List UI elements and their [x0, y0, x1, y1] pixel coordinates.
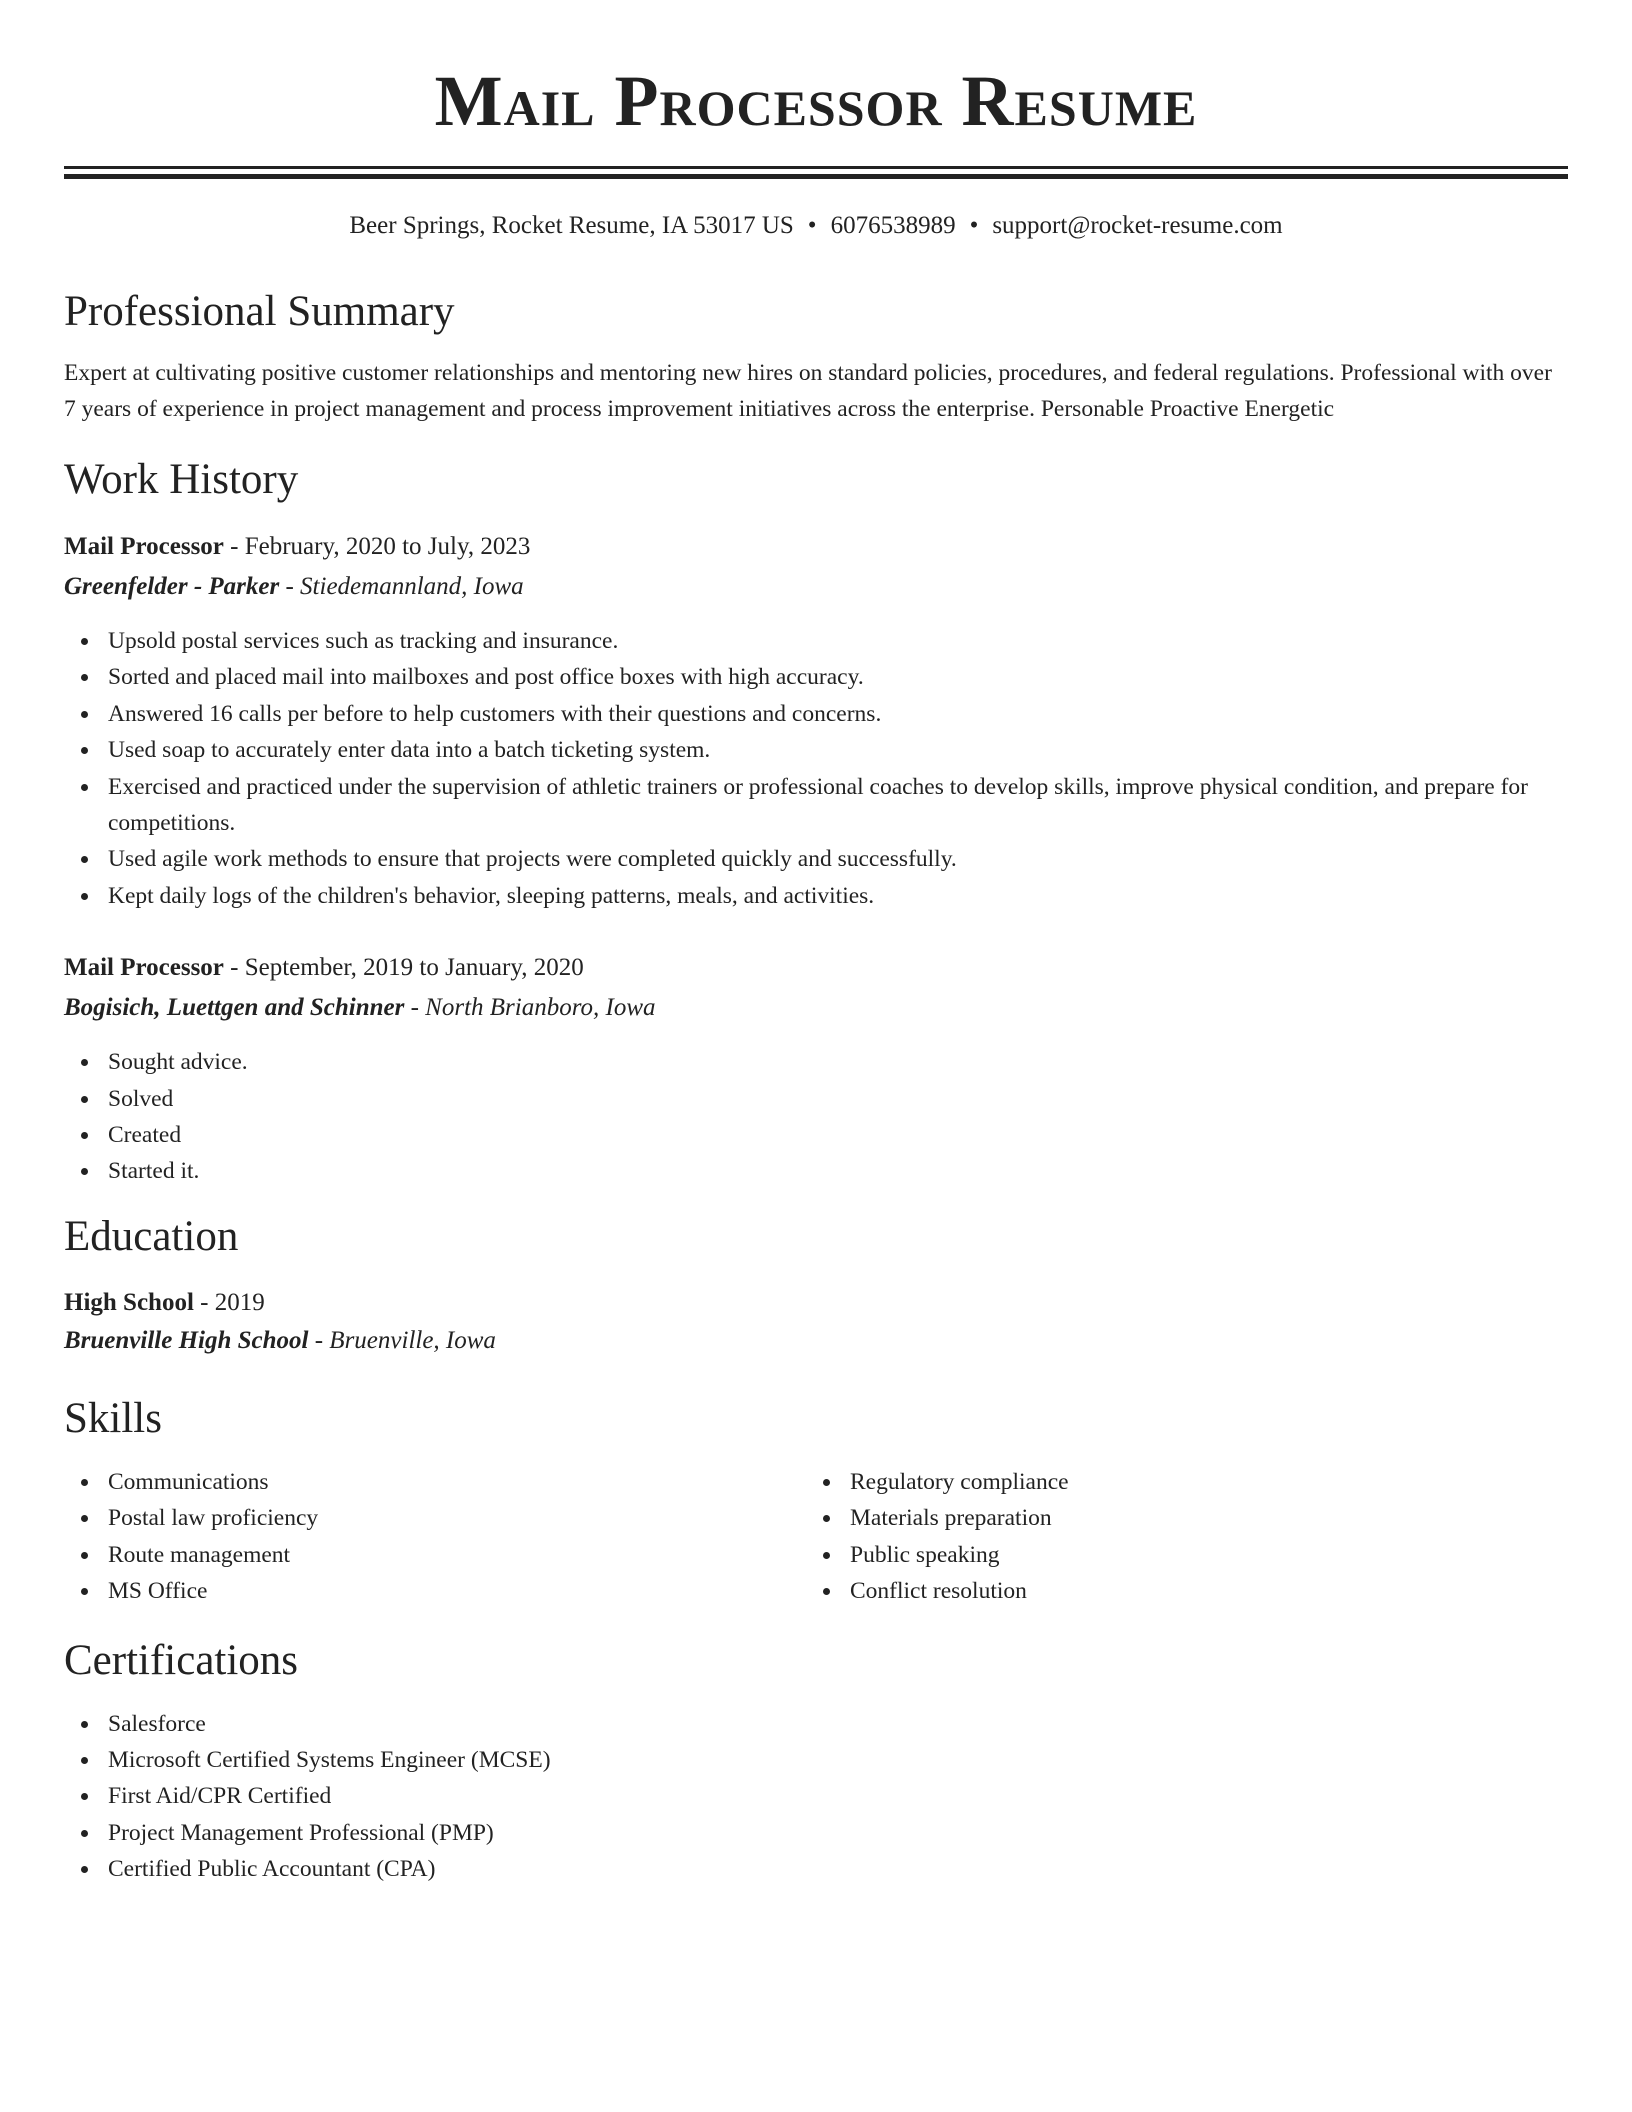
list-item: Upsold postal services such as tracking and insurance.	[108, 623, 1568, 659]
job-dates: - September, 2019 to January, 2020	[223, 954, 584, 982]
list-item: Created	[108, 1117, 1568, 1153]
skills-list	[64, 1464, 1568, 1610]
job-title-line	[64, 948, 1568, 988]
list-item: Microsoft Certified Systems Engineer (MCSE)	[108, 1742, 1568, 1778]
list-item: Postal law proficiency	[108, 1500, 806, 1536]
education-degree: High School	[64, 1288, 194, 1316]
job-dates: - February, 2020 to July, 2023	[223, 533, 531, 560]
job-company: Greenfelder - Parker	[64, 573, 280, 600]
list-item: Materials preparation	[850, 1500, 1548, 1536]
education-heading: Education	[64, 1212, 239, 1260]
job-location: - Stiedemannland, Iowa	[279, 573, 524, 600]
list-item: Project Management Professional (PMP)	[108, 1815, 1568, 1851]
list-item: Sorted and placed mail into mailboxes and post office boxes with high accuracy.	[108, 659, 1568, 695]
skills-column-right	[806, 1464, 1548, 1610]
education-school: Bruenville High School	[64, 1326, 309, 1354]
education-school-line	[64, 1322, 1568, 1360]
contact-email: support@rocket-resume.com	[992, 212, 1283, 239]
certifications-heading: Certifications	[64, 1636, 299, 1684]
job-entry	[64, 527, 1568, 914]
job-entry	[64, 948, 1568, 1190]
list-item: Salesforce	[108, 1706, 1568, 1742]
list-item: Used agile work methods to ensure that projects were completed quickly and successfully.	[108, 841, 1568, 877]
skills-column-left	[64, 1464, 806, 1610]
education-location: - Bruenville, Iowa	[308, 1326, 496, 1354]
list-item: First Aid/CPR Certified	[108, 1778, 1568, 1814]
list-item: Solved	[108, 1081, 1568, 1117]
job-company-line	[64, 567, 1568, 607]
job-title-line	[64, 527, 1568, 567]
job-bullets	[64, 1044, 1568, 1190]
list-item: Conflict resolution	[850, 1573, 1548, 1609]
contact-separator: •	[807, 212, 817, 239]
job-bullets	[64, 623, 1568, 914]
list-item: Exercised and practiced under the supervision of athletic trainers or professional coaches to develop skills, improve physical condition, and prepare for competitions.	[108, 769, 1568, 842]
skills-heading: Skills	[64, 1394, 162, 1442]
job-company: Bogisich, Luettgen and Schinner	[64, 994, 405, 1022]
list-item: Communications	[108, 1464, 806, 1500]
resume-title: Mail Processor Resume	[434, 61, 1198, 141]
list-item: MS Office	[108, 1573, 806, 1609]
contact-phone: 6076538989	[830, 212, 956, 239]
title-rule-bottom	[64, 174, 1568, 179]
list-item: Kept daily logs of the children's behavior, sleeping patterns, meals, and activities.	[108, 878, 1568, 914]
list-item: Answered 16 calls per before to help customers with their questions and concerns.	[108, 696, 1568, 732]
summary-text: Expert at cultivating positive customer relationships and mentoring new hires on standard policies, procedures, and federal regulations. Professional with over 7 years of experience in project management and process improvement initiatives across the enterprise. Personable Proactive Energetic	[64, 360, 1552, 422]
contact-line	[64, 209, 1568, 243]
list-item: Sought advice.	[108, 1044, 1568, 1080]
list-item: Route management	[108, 1537, 806, 1573]
title-rule-top	[64, 166, 1568, 169]
certifications-list	[64, 1706, 1568, 1888]
skills-right-list	[806, 1464, 1548, 1610]
job-title: Mail Processor	[64, 533, 224, 560]
education-year: - 2019	[193, 1288, 265, 1316]
list-item: Used soap to accurately enter data into a batch ticketing system.	[108, 732, 1568, 768]
list-item: Regulatory compliance	[850, 1464, 1548, 1500]
contact-separator: •	[969, 212, 979, 239]
skills-left-list	[64, 1464, 806, 1610]
job-company-line	[64, 988, 1568, 1028]
work-history-heading: Work History	[64, 456, 299, 503]
summary-heading: Professional Summary	[64, 288, 455, 335]
education-degree-line	[64, 1284, 1568, 1322]
list-item: Started it.	[108, 1153, 1568, 1189]
list-item: Certified Public Accountant (CPA)	[108, 1851, 1568, 1887]
job-title: Mail Processor	[64, 954, 224, 982]
job-location: - North Brianboro, Iowa	[404, 994, 656, 1022]
contact-address: Beer Springs, Rocket Resume, IA 53017 US	[349, 212, 794, 239]
list-item: Public speaking	[850, 1537, 1548, 1573]
